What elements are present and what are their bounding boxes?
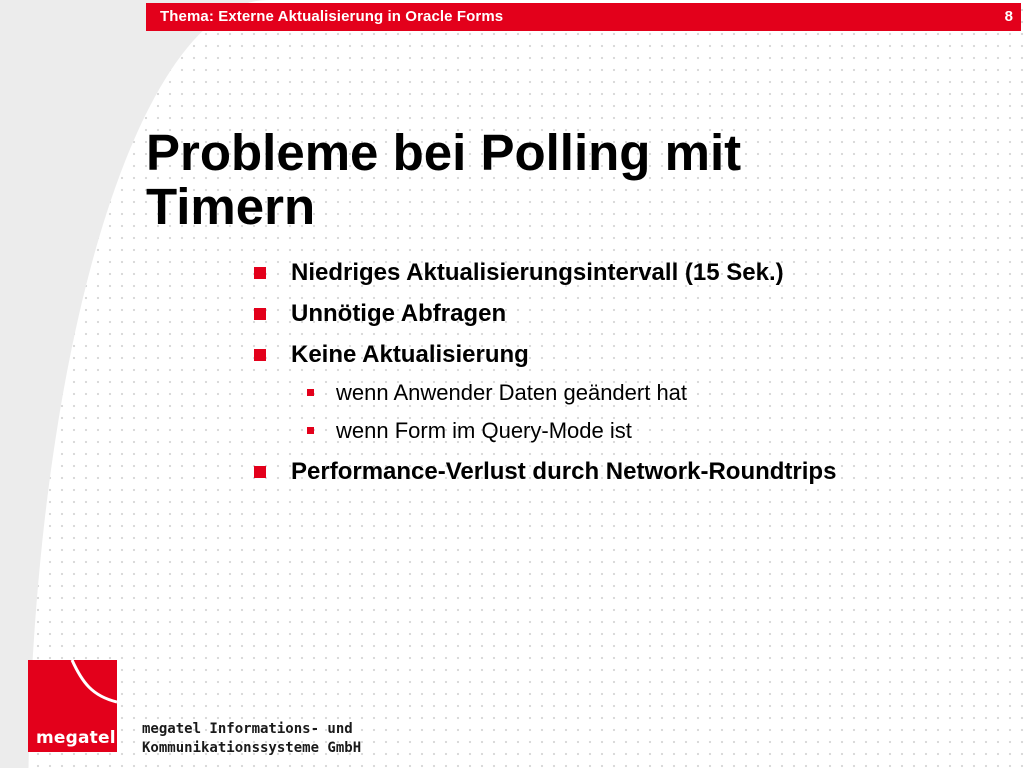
bullet-list [254,256,994,496]
bullet-text: Keine Aktualisierung [291,341,529,368]
slide-title-line-1: Probleme bei Polling mit [146,124,742,181]
company-name [142,720,361,758]
company-line-2: Kommunikationssysteme GmbH [142,740,362,756]
page-number: 8 [1004,8,1013,25]
bullet-item [254,256,994,297]
slide-title-line-2: Timern [146,178,316,235]
square-bullet-icon [254,466,266,478]
bullet-item [254,338,994,379]
logo-text: megatel [36,728,116,748]
company-line-1: megatel Informations- und [142,721,353,737]
sub-bullet-item [254,417,994,455]
square-bullet-icon [254,349,266,361]
sub-bullet-item [254,379,994,417]
square-bullet-icon [254,308,266,320]
bullet-text: Unnötige Abfragen [291,300,507,327]
small-square-bullet-icon [307,389,314,396]
sub-bullet-text: wenn Form im Query-Mode ist [336,418,632,443]
bullet-text: Niedriges Aktualisierungsintervall (15 Sek.) [291,259,784,286]
small-square-bullet-icon [307,427,314,434]
bullet-item [254,455,994,496]
sub-bullet-text: wenn Anwender Daten geändert hat [336,380,688,405]
slide-title [146,126,926,234]
bullet-item [254,297,994,338]
bullet-text: Performance-Verlust durch Network-Roundtrips [291,458,837,485]
square-bullet-icon [254,267,266,279]
header-bar [146,3,1021,31]
topic-title: Thema: Externe Aktualisierung in Oracle Forms [160,8,504,25]
